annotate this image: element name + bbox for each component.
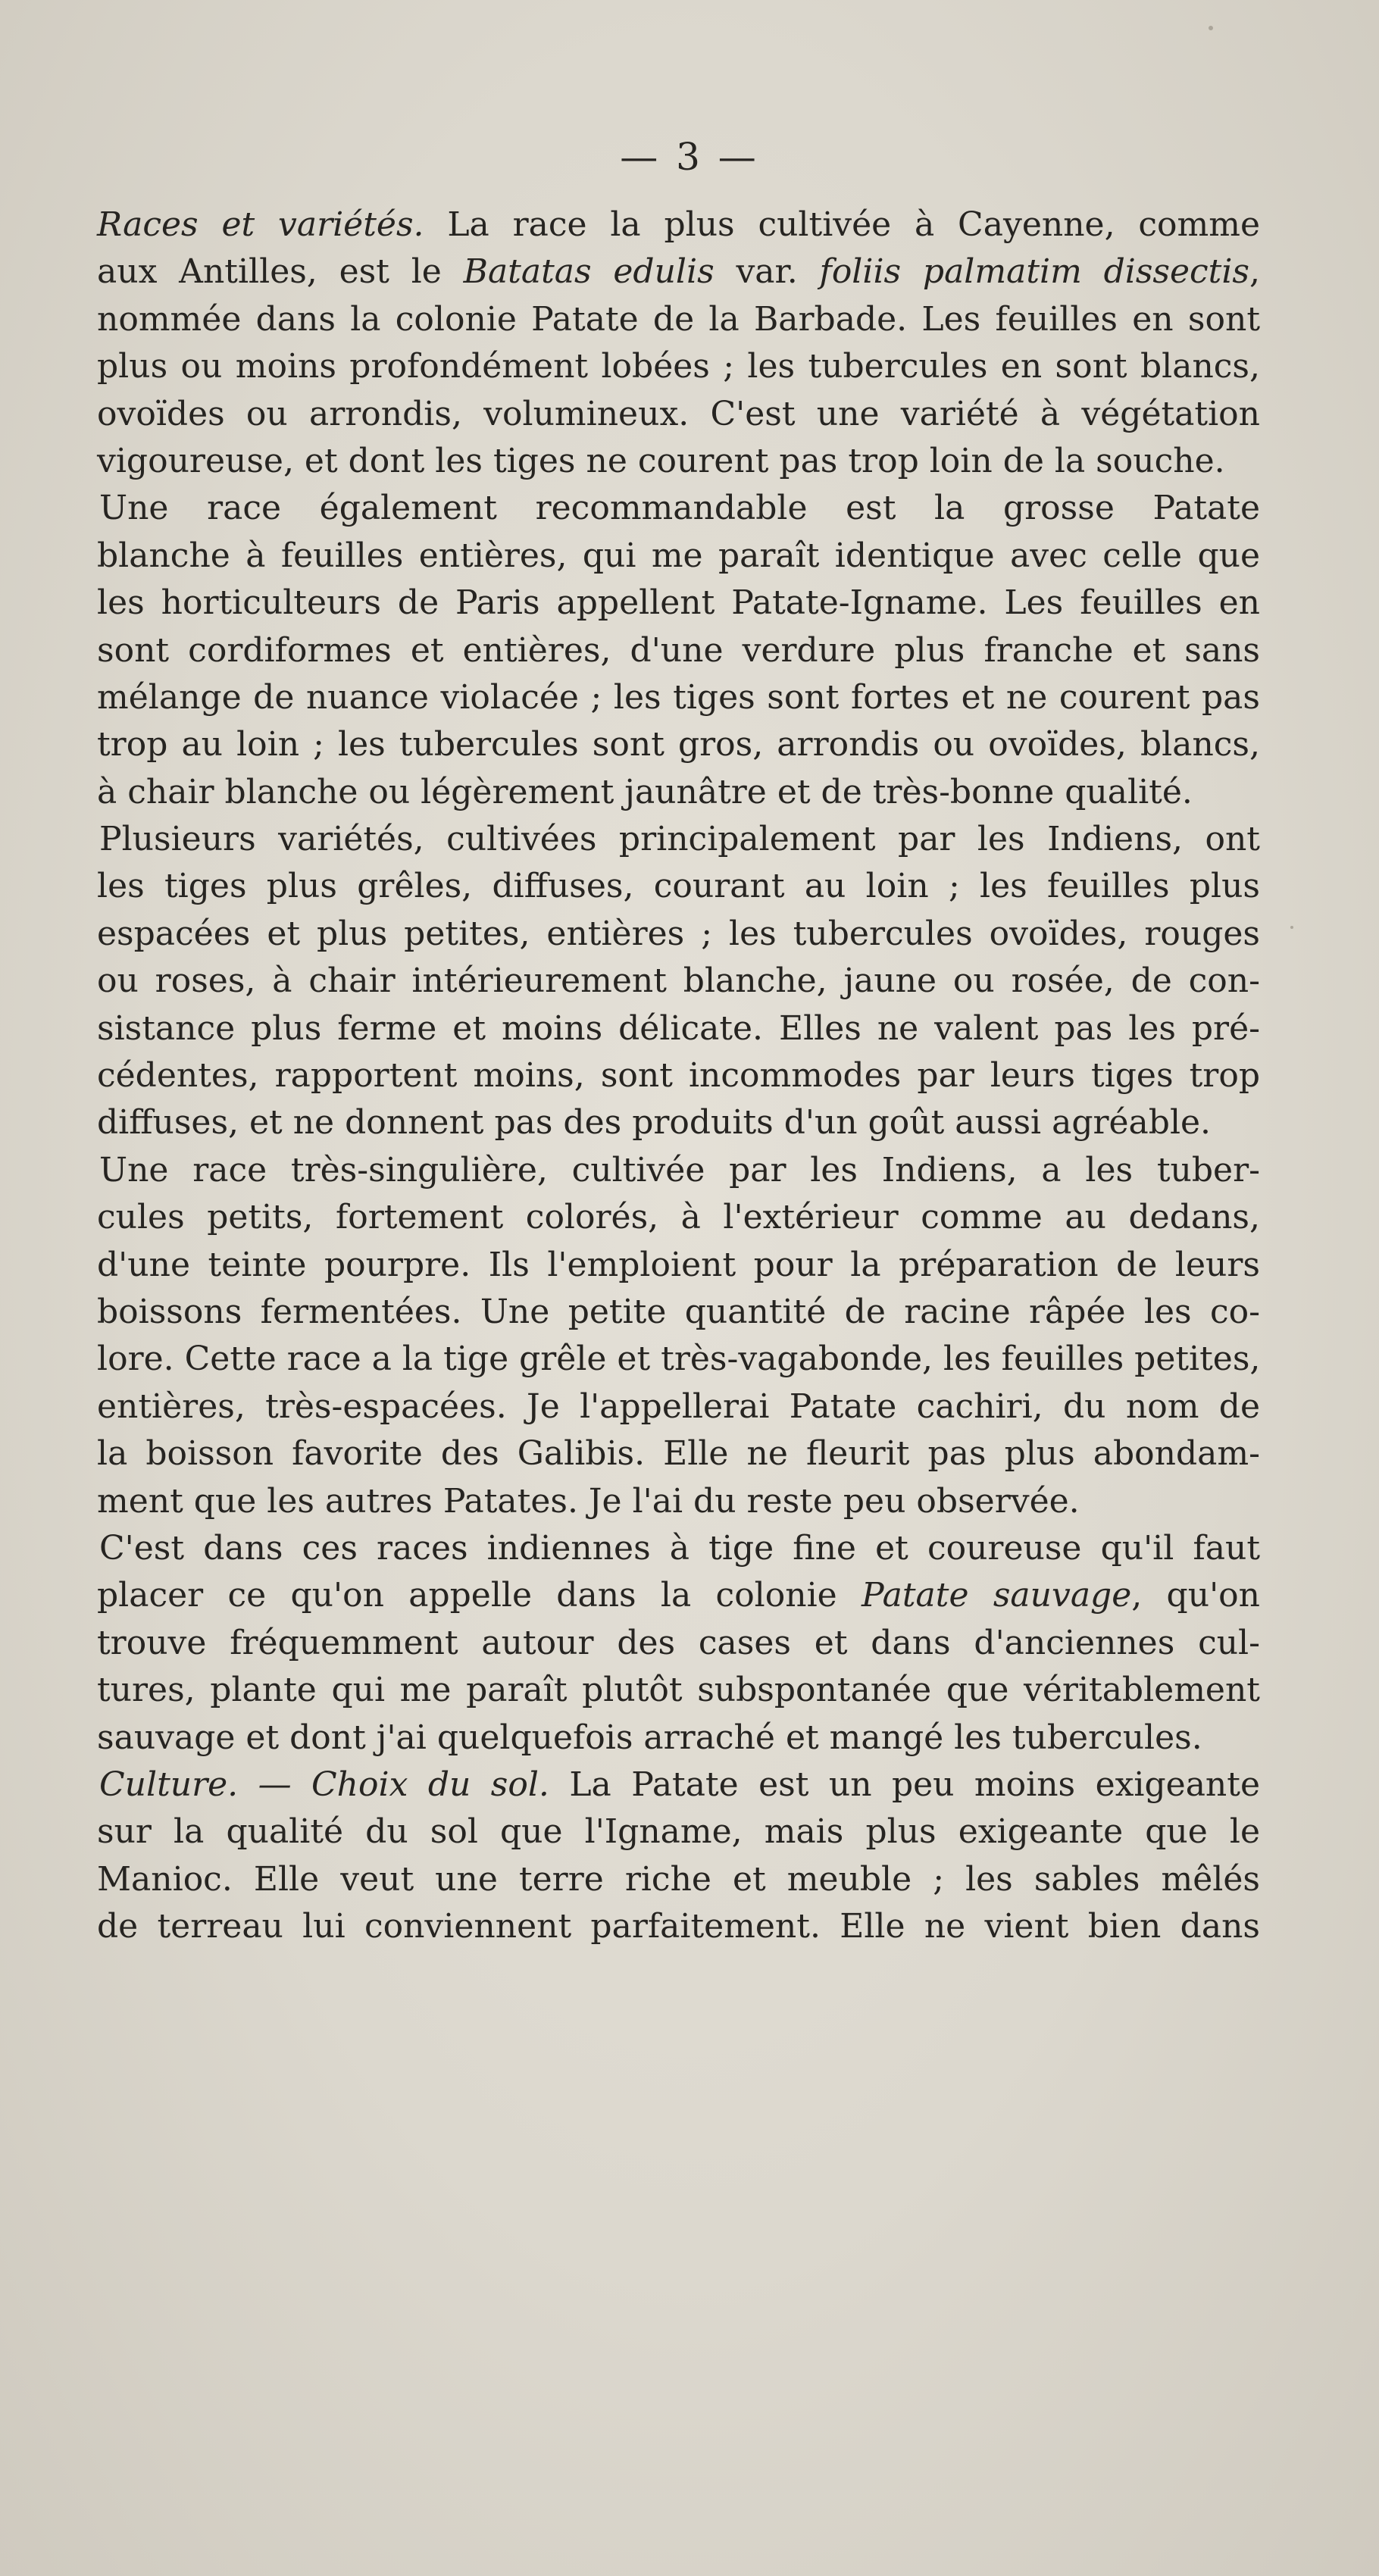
text-run: Manioc. Elle veut une terre riche et meuble ; les sables mêlés: [97, 1859, 1260, 1899]
text-run: ou roses, à chair intérieurement blanche, jaune ou rosée, de con-: [97, 961, 1260, 1001]
text-run: espacées et plus petites, entières ; les tubercules ovoïdes, rouges: [97, 914, 1260, 953]
text-line: [97, 863, 1260, 910]
text-run: La Patate est un peu moins exigeante: [549, 1765, 1260, 1804]
text-run: entières, très-espacées. Je l'appellerai Patate cachiri, du nom de: [97, 1386, 1260, 1426]
italic-text: Culture. — Choix du sol.: [99, 1765, 549, 1804]
text-line: [97, 674, 1260, 721]
text-line: [97, 1667, 1260, 1714]
text-line: [97, 1336, 1260, 1383]
text-line: [97, 958, 1260, 1005]
text-run: Une race très-singulière, cultivée par les Indiens, a les tuber-: [99, 1150, 1260, 1190]
text-line: [97, 533, 1260, 580]
text-line: [97, 438, 1260, 485]
text-line: [97, 1099, 1260, 1146]
text-line: [97, 1715, 1260, 1762]
text-line: [97, 769, 1260, 816]
text-run: Plusieurs variétés, cultivées principalement par les Indiens, ont: [99, 820, 1260, 859]
text-run: boissons fermentées. Une petite quantité de racine râpée les co-: [97, 1292, 1260, 1331]
text-line: [97, 1620, 1260, 1667]
italic-text: Races et variétés.: [97, 205, 424, 244]
text-line: [97, 627, 1260, 674]
text-run: cules petits, fortement colorés, à l'extérieur comme au dedans,: [97, 1198, 1260, 1237]
text-run: trop au loin ; les tubercules sont gros, arrondis ou ovoïdes, blancs,: [97, 725, 1260, 764]
text-line: [97, 1383, 1260, 1430]
text-run: sur la qualité du sol que l'Igname, mais plus exigeante que le: [97, 1812, 1260, 1852]
text-line: [97, 296, 1260, 343]
text-line: [97, 1903, 1260, 1950]
text-run: de terreau lui conviennent parfaitement. Elle ne vient bien dans: [97, 1907, 1260, 1946]
text-line: [97, 1194, 1260, 1241]
text-run: sauvage et dont j'ai quelquefois arraché et mangé les tubercules.: [97, 1718, 1202, 1757]
italic-text: foliis palmatim dissectis: [819, 252, 1250, 292]
text-line: [97, 1478, 1260, 1525]
text-line: [97, 721, 1260, 768]
text-run: lore. Cette race a la tige grêle et très-vagabonde, les feuilles petites,: [97, 1340, 1261, 1379]
text-line: [97, 1525, 1260, 1572]
body-text: [97, 202, 1260, 1950]
text-line: [97, 1809, 1260, 1855]
text-run: C'est dans ces races indiennes à tige fine et coureuse qu'il faut: [99, 1528, 1260, 1568]
paper-speck: [1209, 26, 1213, 30]
text-run: placer ce qu'on appelle dans la colonie: [97, 1576, 862, 1615]
text-run: les horticulteurs de Paris appellent Patate-Igname. Les feuilles en: [97, 583, 1260, 623]
text-run: sistance plus ferme et moins délicate. Elles ne valent pas les pré-: [97, 1008, 1260, 1048]
text-line: [97, 249, 1260, 295]
text-line: [97, 343, 1260, 390]
text-line: [97, 391, 1260, 438]
text-run: plus ou moins profondément lobées ; les tubercules en sont blancs,: [97, 347, 1260, 386]
text-run: var.: [714, 252, 820, 292]
text-line: [97, 1147, 1260, 1194]
page-number: — 3 —: [620, 135, 759, 179]
text-run: les tiges plus grêles, diffuses, courant au loin ; les feuilles plus: [97, 867, 1260, 906]
text-line: [97, 816, 1260, 863]
text-line: [97, 485, 1260, 532]
text-run: Une race également recommandable est la grosse Patate: [99, 489, 1260, 528]
text-run: ovoïdes ou arrondis, volumineux. C'est une variété à végétation: [97, 394, 1260, 433]
italic-text: Patate sauvage: [861, 1576, 1132, 1615]
text-run: mélange de nuance violacée ; les tiges sont fortes et ne courent pas: [97, 677, 1260, 717]
text-line: [97, 1572, 1260, 1619]
text-run: d'une teinte pourpre. Ils l'emploient pour la préparation de leurs: [97, 1245, 1260, 1284]
paper-speck: [1290, 926, 1293, 929]
text-line: [97, 1005, 1260, 1052]
text-run: nommée dans la colonie Patate de la Barbade. Les feuilles en sont: [97, 299, 1260, 339]
text-run: cédentes, rapportent moins, sont incommodes par leurs tiges trop: [97, 1056, 1260, 1096]
italic-text: Batatas edulis: [463, 252, 715, 292]
text-run: la boisson favorite des Galibis. Elle ne fleurit pas plus abondam-: [97, 1434, 1260, 1474]
text-run: ment que les autres Patates. Je l'ai du reste peu observée.: [97, 1481, 1080, 1521]
text-run: diffuses, et ne donnent pas des produits d'un goût aussi agréable.: [97, 1103, 1212, 1143]
text-line: [97, 1856, 1260, 1903]
text-line: [97, 202, 1260, 249]
text-run: vigoureuse, et dont les tiges ne courent pas trop loin de la souche.: [97, 441, 1225, 480]
text-run: trouve fréquemment autour des cases et dans d'anciennes cul-: [97, 1623, 1260, 1662]
text-line: [97, 1052, 1260, 1099]
text-line: [97, 911, 1260, 958]
text-line: [97, 580, 1260, 627]
text-line: [97, 1242, 1260, 1289]
text-run: sont cordiformes et entières, d'une verdure plus franche et sans: [97, 630, 1260, 670]
text-run: , qu'on: [1131, 1576, 1260, 1615]
text-run: à chair blanche ou légèrement jaunâtre et de très-bonne qualité.: [97, 772, 1193, 811]
text-line: [97, 1289, 1260, 1336]
text-line: [97, 1762, 1260, 1809]
text-run: tures, plante qui me paraît plutôt subspontanée que véritablement: [97, 1671, 1260, 1710]
text-line: [97, 1430, 1260, 1477]
text-run: blanche à feuilles entières, qui me paraît identique avec celle que: [97, 536, 1260, 575]
text-run: aux Antilles, est le: [97, 252, 464, 292]
text-run: ,: [1249, 252, 1261, 292]
text-run: La race la plus cultivée à Cayenne, comme: [424, 205, 1260, 244]
